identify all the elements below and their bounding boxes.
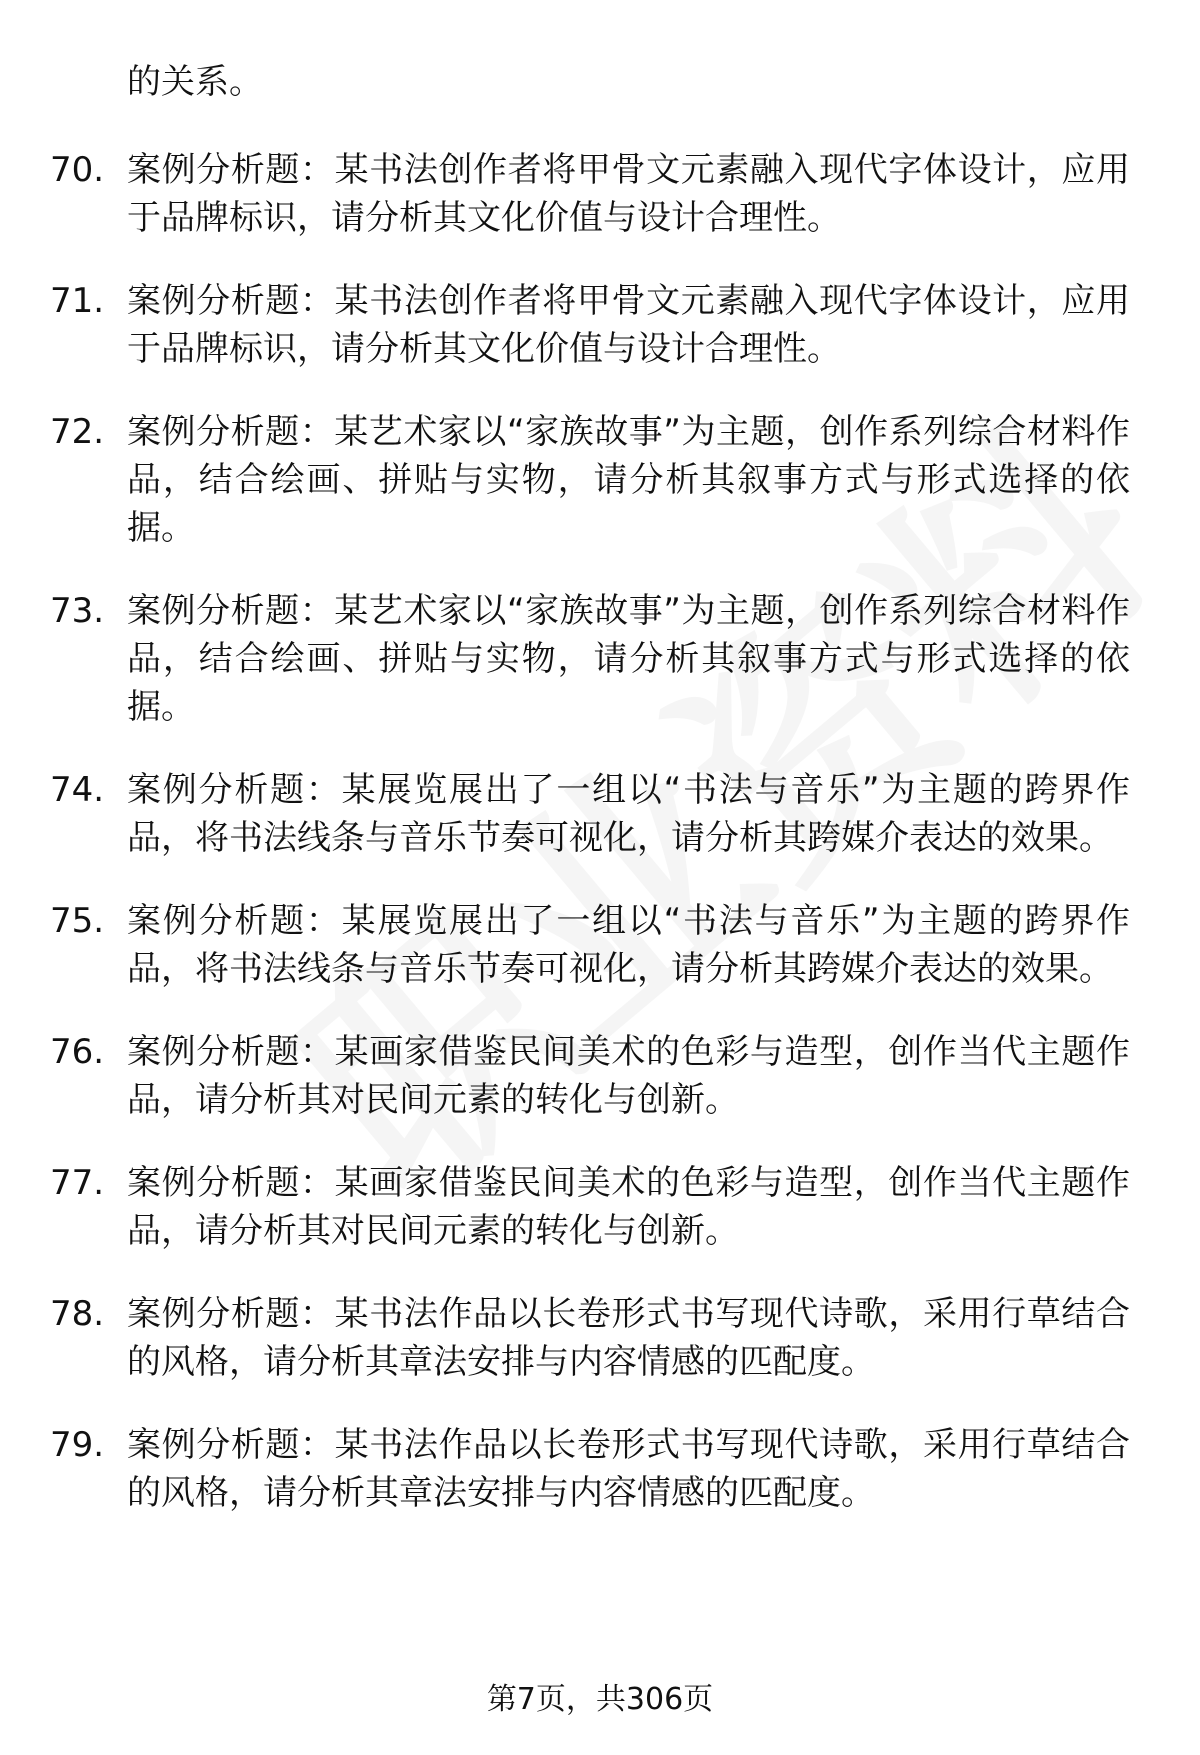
question-number: 75. — [50, 901, 105, 941]
question-item — [50, 1159, 1130, 1255]
question-text: 案例分析题：某书法作品以长卷形式书写现代诗歌，采用行草结合的风格，请分析其章法安排与内容情感的匹配度。 — [127, 1294, 1130, 1382]
question-number: 78. — [50, 1294, 105, 1334]
question-text: 案例分析题：某艺术家以“家族故事”为主题，创作系列综合材料作品，结合绘画、拼贴与实物，请分析其叙事方式与形式选择的依据。 — [127, 591, 1130, 727]
question-text: 案例分析题：某画家借鉴民间美术的色彩与造型，创作当代主题作品，请分析其对民间元素的转化与创新。 — [127, 1032, 1130, 1120]
question-number: 76. — [50, 1032, 105, 1072]
question-number: 70. — [50, 150, 105, 190]
question-text: 案例分析题：某书法作品以长卷形式书写现代诗歌，采用行草结合的风格，请分析其章法安排与内容情感的匹配度。 — [127, 1425, 1130, 1513]
question-list — [50, 146, 1130, 1552]
question-item — [50, 146, 1130, 242]
question-item — [50, 277, 1130, 373]
question-item — [50, 587, 1130, 731]
continuation-text: 的关系。 — [127, 62, 263, 102]
question-text: 案例分析题：某展览展出了一组以“书法与音乐”为主题的跨界作品，将书法线条与音乐节奏可视化，请分析其跨媒介表达的效果。 — [127, 770, 1130, 858]
question-number: 79. — [50, 1425, 105, 1465]
question-number: 74. — [50, 770, 105, 810]
question-number: 73. — [50, 591, 105, 631]
question-item — [50, 408, 1130, 552]
question-number: 71. — [50, 281, 105, 321]
question-item — [50, 1421, 1130, 1517]
question-text: 案例分析题：某书法创作者将甲骨文元素融入现代字体设计，应用于品牌标识，请分析其文化价值与设计合理性。 — [127, 150, 1130, 238]
question-item — [50, 1028, 1130, 1124]
question-item — [50, 897, 1130, 993]
question-text: 案例分析题：某书法创作者将甲骨文元素融入现代字体设计，应用于品牌标识，请分析其文化价值与设计合理性。 — [127, 281, 1130, 369]
question-number: 72. — [50, 412, 105, 452]
question-number: 77. — [50, 1163, 105, 1203]
question-item — [50, 766, 1130, 862]
question-text: 案例分析题：某画家借鉴民间美术的色彩与造型，创作当代主题作品，请分析其对民间元素的转化与创新。 — [127, 1163, 1130, 1251]
page-footer: 第7页，共306页 — [486, 1682, 714, 1717]
question-item — [50, 1290, 1130, 1386]
question-text: 案例分析题：某展览展出了一组以“书法与音乐”为主题的跨界作品，将书法线条与音乐节奏可视化，请分析其跨媒介表达的效果。 — [127, 901, 1130, 989]
question-text: 案例分析题：某艺术家以“家族故事”为主题，创作系列综合材料作品，结合绘画、拼贴与实物，请分析其叙事方式与形式选择的依据。 — [127, 412, 1130, 548]
